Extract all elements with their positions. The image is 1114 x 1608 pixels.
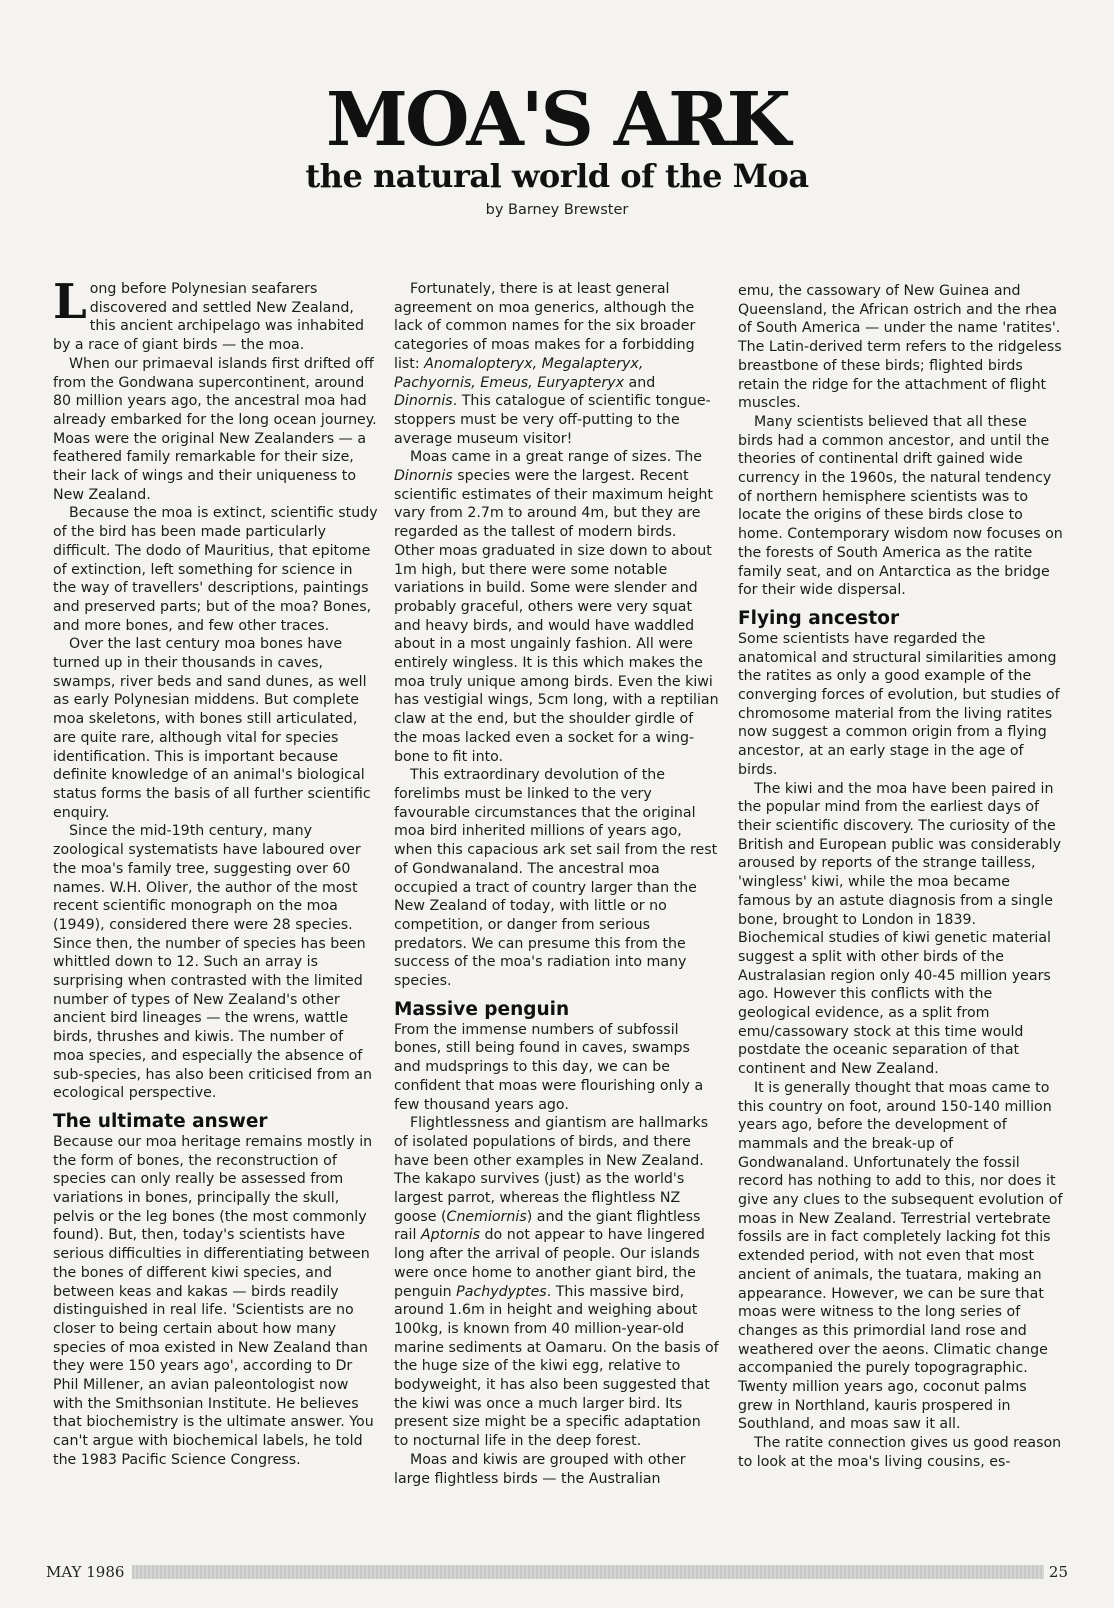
paragraph: The kiwi and the moa have been paired in the popular mind from the earliest days of their scientific discovery. The curiosity of the British and European public was considerably aroused by reports of the strange tailless, 'wingless' kiwi, while the moa became famous by an astute diagnosis from a single bone, brought to London in 1839. Biochemical studies of kiwi genetic material suggest a split with other birds of the Australasian region only 40-45 million years ago. However this conflicts with the geological evidence, as a split from emu/cassowary stock at this time would postdate the oceanic separation of that continent and New Zealand.: [738, 780, 1062, 1078]
paragraph: Moas and kiwis are grouped with other large flightless birds — the Australian: [394, 1451, 686, 1487]
paragraph: Many scientists believed that all these birds had a common ancestor, and until the theories of continental drift gained wide currency in the 1960s, the natural tendency of northern hemisphere scientists was to locate the origins of these birds close to home. Contemporary wisdom now focuses on the forests of South America as the ratite family seat, and on Antarctica as the bridge for their wide dispersal.: [738, 413, 1063, 599]
paragraph: Fortunately, there is at least general agreement on moa generics, although the lack of common names for the six broader categories of moas makes for a forbidding list: Anomalopteryx, Megalapteryx, Pachyornis, Emeus, Euryapteryx and Dinornis. This catalogue of scientific tongue-stoppers must be very off-putting to the average museum visitor!: [394, 281, 711, 447]
article-subtitle: the natural world of the Moa: [305, 157, 809, 195]
paragraph: This extraordinary devolution of the forelimbs must be linked to the very favourable circumstances that the original moa bird inherited millions of years ago, when this capacious ark set sail from the rest of Gondwanaland. The ancestral moa occupied a tract of country larger than the New Zealand of today, with little or no competition, or danger from serious predators. We can presume this from the success of the moa's radiation into many species.: [394, 767, 718, 990]
byline: by Barney Brewster: [485, 202, 629, 218]
paragraph: Flightlessness and giantism are hallmarks of isolated populations of birds, and there have been other examples in New Zealand. The kakapo survives (just) as the world's largest parrot, whereas the flightless NZ goose (Cnemiornis) and the giant flightless rail Aptornis do not appear to have lingered long after the arrival of people. Our islands were once home to another giant bird, the penguin Pachydyptes. This massive bird, around 1.6m in height and weighing about 100kg, is known from 40 million-year-old marine sediments at Oamaru. On the basis of the huge size of the kiwi egg, relative to bodyweight, it has also been suggested that the kiwi was once a much larger bird. Its present size might be a specific adaptation to nocturnal life in the deep forest.: [394, 1115, 719, 1450]
paragraph: Because the moa is extinct, scientific study of the bird has been made particularly difficult. The dodo of Mauritius, that epitome of extinction, left something for science in the way of travellers' descriptions, paintings and preserved parts; but of the moa? Bones, and more bones, and few other traces.: [53, 505, 378, 634]
section-heading: The ultimate answer: [53, 1110, 268, 1132]
masthead: [0, 77, 1114, 220]
page-number: 25: [1048, 1563, 1068, 1581]
section-heading: Massive penguin: [394, 998, 570, 1020]
article-title: MOA'S ARK: [326, 77, 788, 163]
paragraph: Since the mid-19th century, many zoological systematists have laboured over the moa's family tree, suggesting over 60 names. W.H. Oliver, the author of the most recent scientific monograph on the moa (1949), considered there were 28 species. Since then, the number of species has been whittled down to 12. Such an array is surprising when contrasted with the limited number of types of New Zealand's other ancient bird lineages — the wrens, wattle birds, thrushes and kiwis. The number of moa species, and especially the absence of sub-species, has also been criticised from an ecological perspective.: [53, 823, 372, 1102]
paragraph: When our primaeval islands first drifted off from the Gondwana supercontinent, around 80 million years ago, the ancestral moa had already embarked for the long ocean journey. Moas were the original New Zealanders — a feathered family remarkable for their size, their lack of wings and their uniqueness to New Zealand.: [53, 355, 377, 503]
paragraph: It is generally thought that moas came to this country on foot, around 150-140 million years ago, before the development of mammals and the break-up of Gondwanaland. Unfortunately the fossil record has nothing to add to this, nor does it give any clues to the subsequent evolution of moas in New Zealand. Terrestrial vertebrate fossils are in fact completely lacking fot this extended period, with not even that most ancient of animals, the tuatara, making an appearance. However, we can be sure that moas were witness to the long series of changes as this primordial land rose and weathered over the aeons. Climatic change accompanied the purely topogragraphic. Twenty million years ago, coconut palms grew in Northland, kauris prospered in Southland, and moas saw it all.: [738, 1079, 1063, 1433]
column-1: [53, 274, 378, 1470]
paragraph: From the immense numbers of subfossil bones, still being found in caves, swamps and mudsprings to this day, we can be confident that moas were flourishing only a few thousand years ago.: [394, 1021, 704, 1113]
paragraph: Moas came in a great range of sizes. The Dinornis species were the largest. Recent scientific estimates of their maximum height vary from 2.7m to around 4m, but they are regarded as the tallest of modern birds. Other moas graduated in size down to about 1m high, but there were some notable variations in build. Some were slender and probably graceful, others were very squat and heavy birds, and would have waddled about in a most ungainly fashion. All were entirely wingless. It is this which makes the moa truly unique among birds. Even the kiwi has vestigial wings, 5cm long, with a reptilian claw at the end, but the shoulder girdle of the moas lacked even a socket for a wing-bone to fit into.: [394, 449, 719, 765]
column-2: [394, 280, 719, 1488]
issue-date: MAY 1986: [46, 1563, 125, 1581]
paragraph: Some scientists have regarded the anatomical and structural similarities among the ratites as only a good example of the converging forces of evolution, but studies of chromosome material from the living ratites now suggest a common origin from a flying ancestor, at an early stage in the age of birds.: [738, 630, 1060, 778]
paragraph: The ratite connection gives us good reason to look at the moa's living cousins, es-: [738, 1435, 1062, 1470]
paragraph: Over the last century moa bones have turned up in their thousands in caves, swamps, river beds and sand dunes, as well as early Polynesian middens. But complete moa skeletons, with bones still articulated, are quite rare, although vital for species identification. This is important because definite knowledge of an animal's biological status forms the basis of all further scientific enquiry.: [53, 636, 371, 821]
paragraph: emu, the cassowary of New Guinea and Queensland, the African ostrich and the rhea of South America — under the name 'ratites'. The Latin-derived term refers to the ridgeless breastbone of these birds; flighted birds retain the ridge for the attachment of flight muscles.: [738, 283, 1062, 412]
drop-cap: L: [53, 274, 87, 330]
column-3: [738, 282, 1063, 1472]
section-heading: Flying ancestor: [738, 607, 900, 629]
paragraph: Because our moa heritage remains mostly in the form of bones, the reconstruction of species can only really be assessed from variations in bones, principally the skull, pelvis or the leg bones (the most commonly found). But, then, today's scientists have serious difficulties in differentiating between the bones of different kiwi species, and between keas and kakas — birds readily distinguished in real life. 'Scientists are no closer to being certain about how many species of moa existed in New Zealand than they were 150 years ago', according to Dr Phil Millener, an avian paleontologist now with the Smithsonian Institute. He believes that biochemistry is the ultimate answer. You can't argue with biochemical labels, he told the 1983 Pacific Science Congress.: [53, 1133, 374, 1468]
footer-rule: [132, 1565, 1044, 1579]
page-footer: [46, 1561, 1068, 1583]
paragraph: Long before Polynesian seafarers discovered and settled New Zealand, this ancient archipelago was inhabited by a race of giant birds — the moa.: [53, 274, 364, 354]
